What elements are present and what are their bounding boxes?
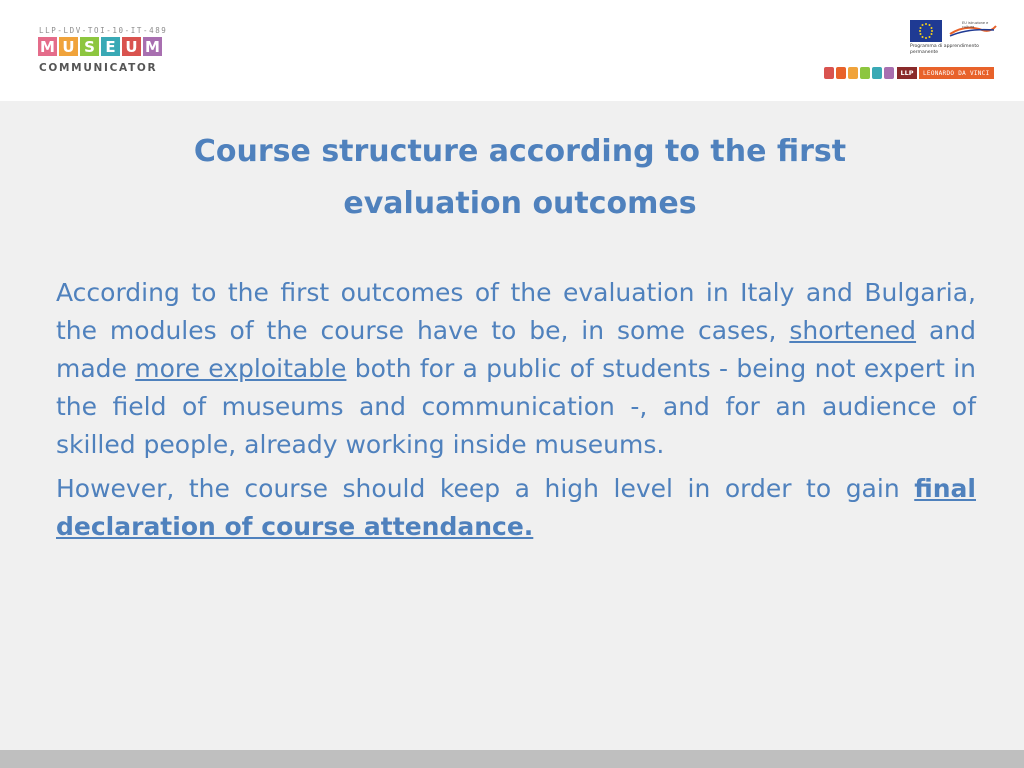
eu-flag-icon — [910, 20, 942, 42]
emphasized-term: final declaration of course attendance. — [56, 474, 976, 541]
leonardo-logo-bar — [824, 66, 994, 80]
llp-square — [824, 67, 834, 79]
eu-program-text: Programma di apprendimento permanente — [910, 44, 979, 55]
body-text: and made — [56, 316, 977, 383]
body-text: According to the first outcomes of the evaluation in Italy and Bulgaria, the modules of the course have to be, in some cases, — [56, 278, 976, 345]
llp-square — [836, 67, 846, 79]
body-text: both for a public of students - being not expert in the field of museums and communication -, and for an audience of skilled people, already working inside museums. — [56, 354, 976, 459]
slide-title — [120, 126, 920, 230]
header-band — [0, 0, 1024, 101]
logo-tiles — [38, 37, 162, 56]
slide-body — [56, 274, 976, 552]
llp-square — [884, 67, 894, 79]
leonardo-da-vinci-label: LEONARDO DA VINCI — [919, 67, 994, 79]
logo-tile: E — [101, 37, 120, 56]
logo-tile: U — [122, 37, 141, 56]
logo-tile: M — [38, 37, 57, 56]
eu-program-logo — [910, 20, 1000, 60]
underlined-term: shortened — [789, 316, 917, 345]
llp-square — [860, 67, 870, 79]
llp-square — [848, 67, 858, 79]
underlined-term: more exploitable — [135, 354, 347, 383]
logo-tile: S — [80, 37, 99, 56]
body-paragraph — [56, 470, 976, 546]
llp-label: LLP — [897, 67, 917, 79]
logo-tile: U — [59, 37, 78, 56]
title-line: Course structure according to the first — [193, 134, 847, 169]
footer-bar — [0, 750, 1024, 768]
title-line: evaluation outcomes — [343, 186, 697, 221]
museum-communicator-logo — [36, 26, 176, 80]
eu-tiny-text: EU istruzione e cultura — [962, 21, 989, 29]
llp-square — [872, 67, 882, 79]
logo-subtitle: COMMUNICATOR — [39, 62, 158, 74]
body-paragraph — [56, 274, 976, 464]
project-code: LLP-LDV-TOI-10-IT-489 — [39, 26, 168, 35]
logo-tile: M — [143, 37, 162, 56]
body-text: However, the course should keep a high level in order to gain — [56, 474, 915, 503]
